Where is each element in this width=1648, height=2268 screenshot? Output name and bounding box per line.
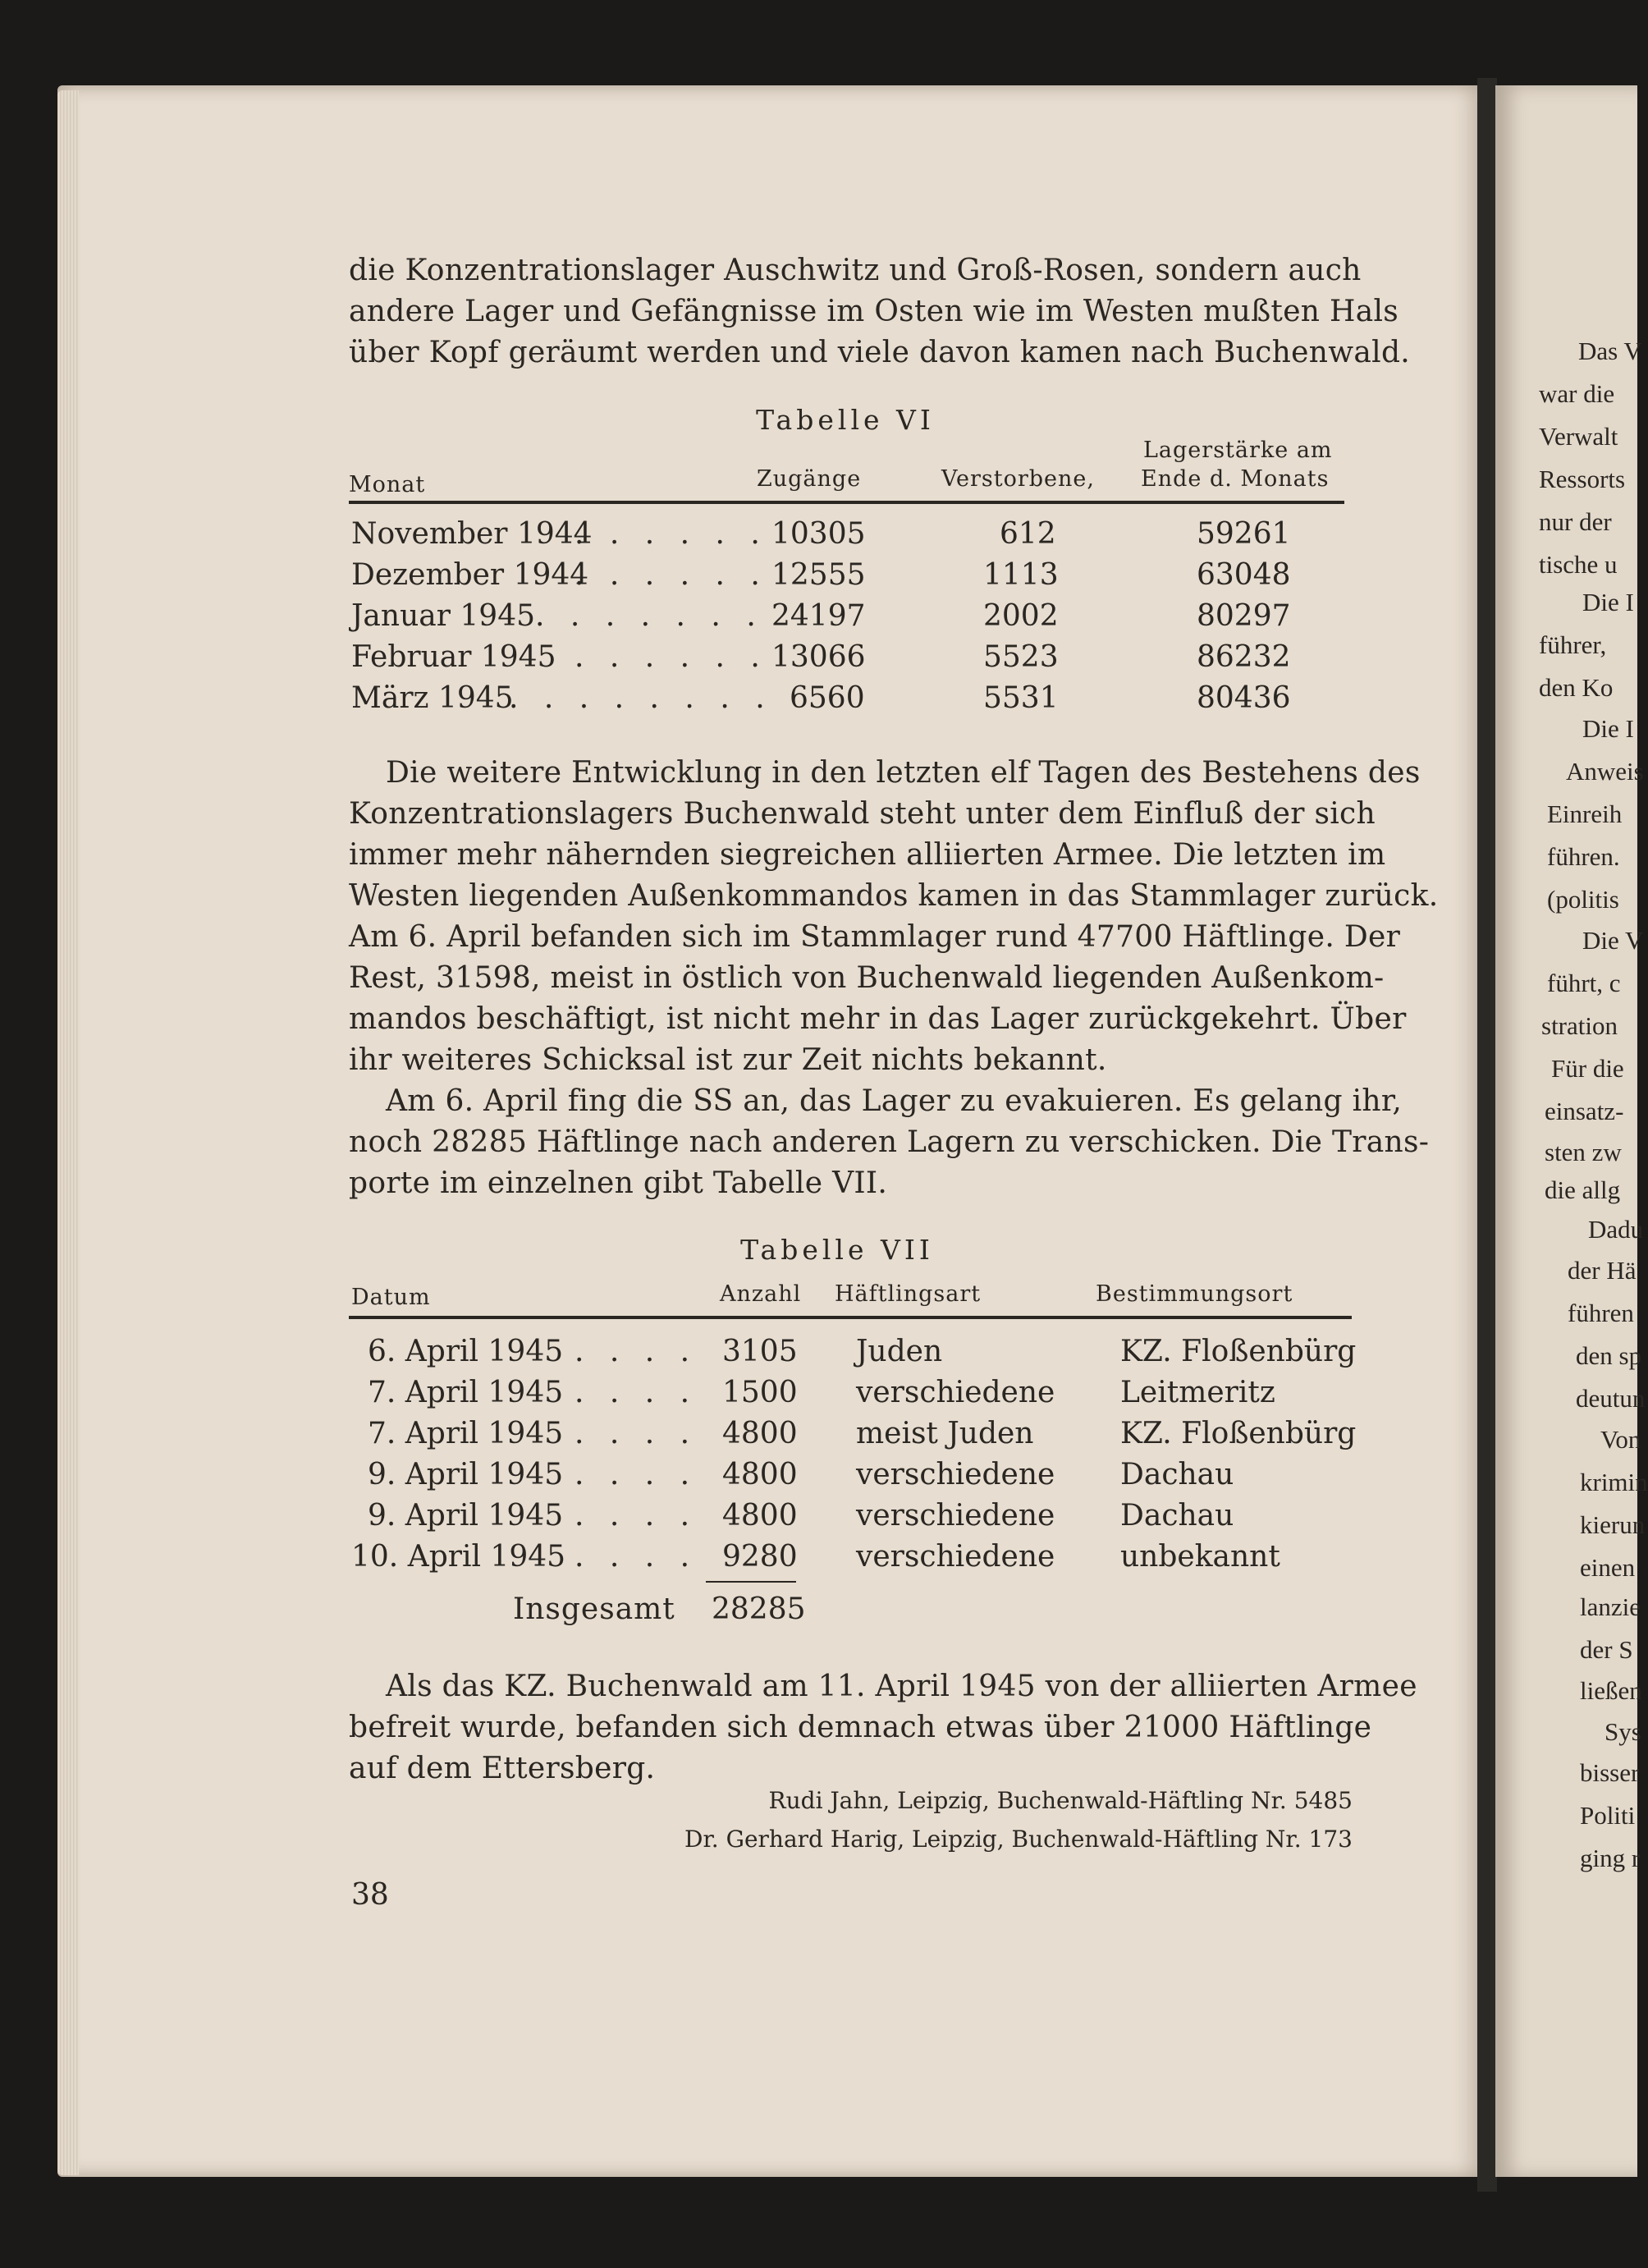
- right-page-line: Politi: [1580, 1801, 1636, 1830]
- table7-header-datum: Datum: [351, 1285, 431, 1310]
- table6-row-3-lager: 80297: [1197, 599, 1291, 633]
- signature-block: [575, 1787, 1353, 1877]
- text-line: die Konzentrationslager Auschwitz und Groß-Rosen, sondern auch: [349, 254, 1362, 287]
- right-page-line: Für die: [1551, 1054, 1624, 1083]
- table7-row-2-ort: Leitmeritz: [1120, 1376, 1275, 1409]
- text-line: Die weitere Entwicklung in den letzten elf Tagen des Bestehens des: [386, 756, 1421, 790]
- table7-row-2-art: verschiedene: [856, 1376, 1055, 1409]
- table7-row-1-ort: KZ. Floßenbürg: [1120, 1335, 1357, 1368]
- text-line: befreit wurde, befanden sich demnach etwas über 21000 Häftlinge: [349, 1711, 1372, 1744]
- table6-header-verstorbene: Verstorbene,: [941, 466, 1095, 492]
- table7-total-value: 28285: [712, 1592, 806, 1626]
- table6-row-2-monat: Dezember 1944: [351, 558, 589, 592]
- table7-row-3-anzahl: 4800: [722, 1417, 798, 1450]
- text-line: mandos beschäftigt, ist nicht mehr in das Lager zurückgekehrt. Über: [349, 1002, 1407, 1036]
- right-page-line: Die V: [1582, 926, 1644, 955]
- table6-row-4-verstorbene: 5523: [983, 640, 1059, 674]
- text-line: Als das KZ. Buchenwald am 11. April 1945 von der alliierten Armee: [386, 1670, 1417, 1703]
- text-line: Westen liegenden Außenkommandos kamen in das Stammlager zurück.: [349, 879, 1439, 913]
- right-page-line: stration: [1541, 1011, 1618, 1040]
- table7-header-art: Häftlingsart: [835, 1281, 982, 1307]
- paragraph-mid: [349, 753, 1439, 1081]
- signature-line: Dr. Gerhard Harig, Leipzig, Buchenwald-Häftling Nr. 173: [684, 1826, 1353, 1853]
- table7-row-6-anzahl: 9280: [722, 1540, 798, 1574]
- table7-row-5-datum: 9. April 1945: [368, 1499, 564, 1533]
- right-page-line: war die: [1539, 379, 1615, 408]
- text-line: porte im einzelnen gibt Tabelle VII.: [349, 1166, 888, 1200]
- right-page-line: ließen: [1580, 1676, 1642, 1705]
- paragraph-top: [349, 250, 1411, 373]
- table7-header-ort: Bestimmungsort: [1096, 1281, 1293, 1307]
- table7-header-anzahl: Anzahl: [720, 1281, 802, 1307]
- table7-row-6-art: verschiedene: [856, 1540, 1055, 1574]
- table6-header-lager-2: Ende d. Monats: [1141, 466, 1330, 492]
- table6-row-5-dots: . . . . . . . .: [509, 681, 773, 715]
- table6-header-rule: [349, 501, 1344, 504]
- table7-row-5-art: verschiedene: [856, 1499, 1055, 1533]
- table7-row-1-art: Juden: [856, 1335, 943, 1368]
- table6-row-4-monat: Februar 1945: [351, 640, 556, 674]
- table7-row-5-ort: Dachau: [1120, 1499, 1234, 1533]
- table6-header-lager-1: Lagerstärke am: [1143, 438, 1333, 463]
- table7-row-3-art: meist Juden: [856, 1417, 1034, 1450]
- table7-total-rule: [706, 1581, 796, 1583]
- table7-row-2-datum: 7. April 1945: [368, 1376, 564, 1409]
- table7-row-2-dots: . . . .: [575, 1376, 698, 1409]
- table6-row-1-monat: November 1944: [351, 517, 593, 551]
- table7-total-label: Insgesamt: [513, 1592, 675, 1626]
- right-page-line: deutun: [1576, 1384, 1646, 1413]
- table6-row-1-zugaenge: 10305: [771, 517, 866, 551]
- table6-row-4-lager: 86232: [1197, 640, 1291, 674]
- table6-caption: Tabelle VI: [756, 404, 935, 436]
- right-page-line: krimin: [1580, 1468, 1648, 1496]
- table6-row-3-zugaenge: 24197: [771, 599, 866, 633]
- right-page-line: Dadu: [1588, 1215, 1644, 1244]
- right-page-line: einsatz-: [1545, 1097, 1624, 1125]
- table6-header-monat: Monat: [349, 472, 426, 497]
- table6-row-5-monat: März 1945: [351, 681, 514, 715]
- table6-row-3-verstorbene: 2002: [983, 599, 1059, 633]
- right-page-line: Die I: [1582, 588, 1634, 616]
- table6-row-4-dots: . . . . . .: [575, 640, 768, 674]
- paragraph-end: [349, 1666, 1417, 1789]
- table6-row-5-verstorbene: 5531: [983, 681, 1059, 715]
- table7-caption: Tabelle VII: [740, 1234, 934, 1266]
- table6-row-3-dots: . . . . . . .: [535, 599, 764, 633]
- table7-header-rule: [349, 1316, 1352, 1319]
- text-line: noch 28285 Häftlinge nach anderen Lagern zu verschicken. Die Trans-: [349, 1125, 1430, 1159]
- paragraph-mid2: [349, 1081, 1430, 1204]
- table7-row-4-art: verschiedene: [856, 1458, 1055, 1491]
- right-page-line: den Ko: [1539, 673, 1614, 702]
- table7-row-1-datum: 6. April 1945: [368, 1335, 564, 1368]
- table7-row-4-anzahl: 4800: [722, 1458, 798, 1491]
- right-page-line: die allg: [1545, 1175, 1621, 1204]
- text-line: andere Lager und Gefängnisse im Osten wie im Westen mußten Hals: [349, 295, 1399, 328]
- table6-row-2-dots: . . . . . .: [575, 558, 768, 592]
- right-page-line: der Hä: [1568, 1256, 1637, 1285]
- table7-row-2-anzahl: 1500: [722, 1376, 798, 1409]
- table7-row-3-datum: 7. April 1945: [368, 1417, 564, 1450]
- table7-row-4-dots: . . . .: [575, 1458, 698, 1491]
- right-page-line: Ressorts: [1539, 465, 1626, 493]
- table7-row-6-ort: unbekannt: [1120, 1540, 1280, 1574]
- table6-row-2-verstorbene: 1113: [983, 558, 1059, 592]
- book-gutter: [1477, 78, 1497, 2192]
- page-number: 38: [351, 1878, 389, 1912]
- right-page-line: sten zw: [1545, 1138, 1622, 1166]
- text-line: Am 6. April befanden sich im Stammlager rund 47700 Häftlinge. Der: [349, 920, 1401, 954]
- right-page-line: kierun: [1580, 1510, 1646, 1539]
- right-page-line: Anweis: [1566, 757, 1644, 786]
- right-page-line: Von: [1600, 1425, 1641, 1454]
- right-page-line: den sp: [1576, 1341, 1642, 1370]
- right-page-line: ging r: [1580, 1844, 1641, 1872]
- table7-row-5-anzahl: 4800: [722, 1499, 798, 1533]
- right-page-line: einen: [1580, 1553, 1636, 1582]
- text-line: Konzentrationslagers Buchenwald steht unter dem Einfluß der sich: [349, 797, 1376, 831]
- table7-row-1-anzahl: 3105: [722, 1335, 798, 1368]
- right-page-line: bisser: [1580, 1758, 1640, 1787]
- page-edge-stack: [57, 90, 79, 2175]
- table6-header-zugaenge: Zugänge: [757, 466, 862, 492]
- text-line: über Kopf geräumt werden und viele davon kamen nach Buchenwald.: [349, 336, 1411, 369]
- table7-row-3-dots: . . . .: [575, 1417, 698, 1450]
- table7-row-4-datum: 9. April 1945: [368, 1458, 564, 1491]
- table7-row-6-datum: 10. April 1945: [351, 1540, 566, 1574]
- text-line: ihr weiteres Schicksal ist zur Zeit nichts bekannt.: [349, 1043, 1107, 1077]
- table6-row-1-verstorbene: 612: [1000, 517, 1056, 551]
- right-page-line: Einreih: [1547, 800, 1623, 828]
- right-page-line: tische u: [1539, 550, 1618, 579]
- right-page-line: führt, c: [1547, 969, 1621, 997]
- right-page-line: lanzie: [1580, 1592, 1641, 1621]
- right-page-line: Verwalt: [1539, 422, 1618, 451]
- right-page-line: (politis: [1547, 885, 1619, 914]
- table6-row-5-zugaenge: 6560: [790, 681, 865, 715]
- right-page-line: der S: [1580, 1635, 1633, 1664]
- table7-row-3-ort: KZ. Floßenbürg: [1120, 1417, 1357, 1450]
- table7-row-1-dots: . . . .: [575, 1335, 698, 1368]
- signature-line: Rudi Jahn, Leipzig, Buchenwald-Häftling Nr. 5485: [768, 1787, 1353, 1814]
- table7-row-4-ort: Dachau: [1120, 1458, 1234, 1491]
- right-page-line: führer,: [1539, 630, 1607, 659]
- table7-row-5-dots: . . . .: [575, 1499, 698, 1533]
- table7-row-6-dots: . . . .: [575, 1540, 698, 1574]
- table6-row-1-dots: . . . . . .: [575, 517, 768, 551]
- text-line: Am 6. April fing die SS an, das Lager zu evakuieren. Es gelang ihr,: [386, 1084, 1403, 1118]
- right-page-line: führen: [1568, 1299, 1634, 1327]
- right-page-line: Sys: [1605, 1717, 1641, 1746]
- right-page-line: Die I: [1582, 714, 1634, 743]
- right-page-line: nur der: [1539, 507, 1612, 536]
- table6-row-3-monat: Januar 1945: [351, 599, 535, 633]
- right-page-line: Das V: [1578, 337, 1642, 365]
- right-page-line: führen.: [1547, 842, 1620, 871]
- text-line: Rest, 31598, meist in östlich von Buchenwald liegenden Außenkom-: [349, 961, 1385, 995]
- table6-row-4-zugaenge: 13066: [771, 640, 866, 674]
- table6-row-2-lager: 63048: [1197, 558, 1291, 592]
- text-line: auf dem Ettersberg.: [349, 1752, 656, 1785]
- text-line: immer mehr nähernden siegreichen alliierten Armee. Die letzten im: [349, 838, 1386, 872]
- table6-row-2-zugaenge: 12555: [771, 558, 866, 592]
- table6-row-5-lager: 80436: [1197, 681, 1291, 715]
- table6-row-1-lager: 59261: [1197, 517, 1291, 551]
